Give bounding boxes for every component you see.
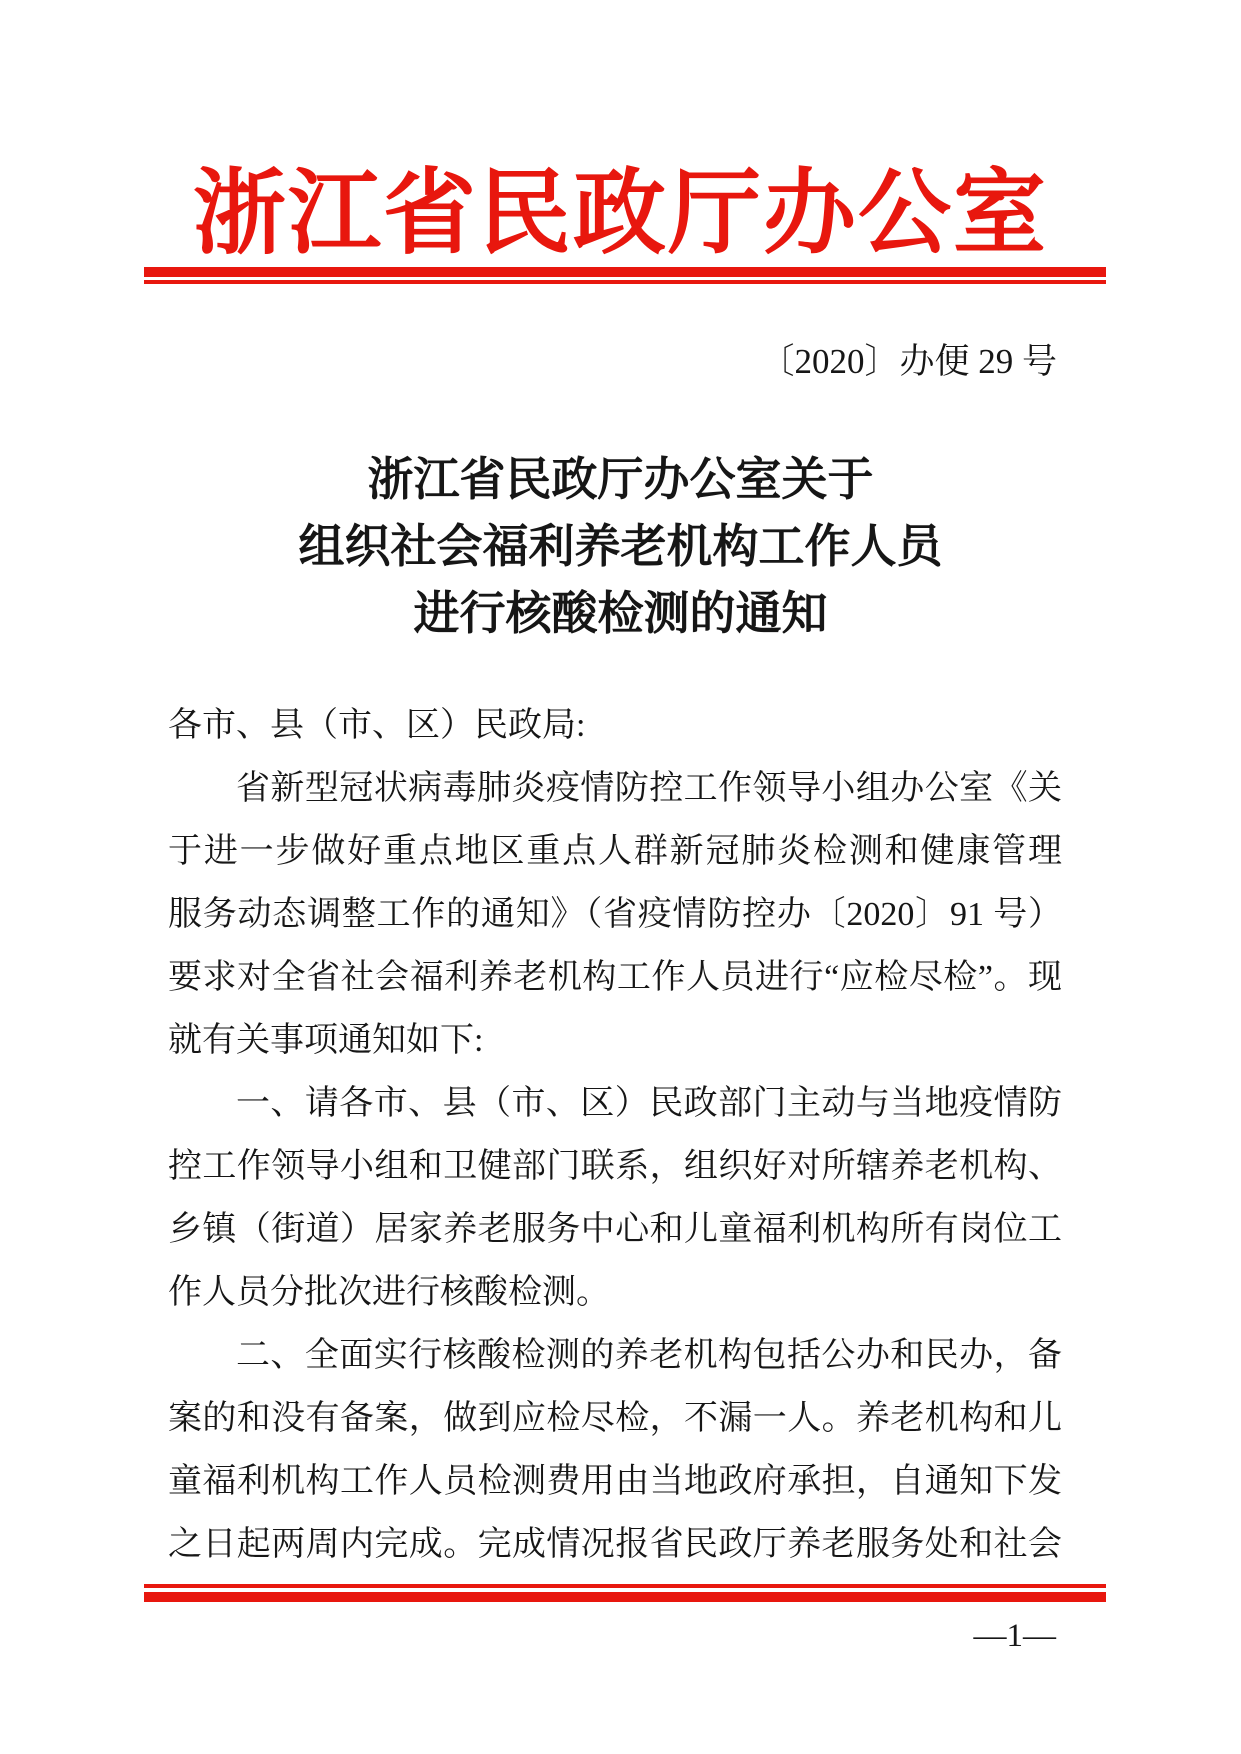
body-line: 作人员分批次进行核酸检测。 [168, 1274, 610, 1311]
divider-thin-line [144, 1584, 1106, 1588]
divider-thick-line [144, 267, 1106, 277]
body-line: 案的和没有备案，做到应检尽检，不漏一人。养老机构和儿 [168, 1400, 1062, 1437]
page-number: —1— [973, 1618, 1056, 1654]
body-line: 之日起两周内完成。完成情况报省民政厅养老服务处和社会 [168, 1526, 1062, 1563]
body-line: 童福利机构工作人员检测费用由当地政府承担，自通知下发 [168, 1463, 1062, 1500]
document-body [168, 694, 1062, 1576]
title-line: 组织社会福利养老机构工作人员 [298, 521, 943, 572]
body-line: 服务动态调整工作的通知》（省疫情防控办〔2020〕91 号） [168, 896, 1062, 933]
letterhead-title: 浙江省民政厅办公室 [193, 163, 1048, 266]
doc-number: 〔2020〕办便 29 号 [759, 342, 1057, 381]
divider-thin-line [144, 280, 1106, 284]
body-line: 就有关事项通知如下: [168, 1022, 484, 1059]
body-line: 于进一步做好重点地区重点人群新冠肺炎检测和健康管理 [168, 833, 1062, 870]
document-title [0, 446, 1241, 647]
letterhead-divider [144, 267, 1106, 284]
body-line: 控工作领导小组和卫健部门联系，组织好对所辖养老机构、 [168, 1148, 1062, 1185]
body-line: 省新型冠状病毒肺炎疫情防控工作领导小组办公室《关 [236, 770, 1062, 807]
divider-thick-line [144, 1592, 1106, 1602]
body-line: 各市、县（市、区）民政局: [168, 707, 586, 744]
footer-divider [144, 1584, 1106, 1602]
title-line: 浙江省民政厅办公室关于 [367, 454, 874, 505]
body-line: 乡镇（街道）居家养老服务中心和儿童福利机构所有岗位工 [168, 1211, 1062, 1248]
body-line: 要求对全省社会福利养老机构工作人员进行“应检尽检”。现 [168, 959, 1062, 996]
body-line: 一、请各市、县（市、区）民政部门主动与当地疫情防 [236, 1085, 1062, 1122]
title-line: 进行核酸检测的通知 [413, 588, 828, 639]
body-line: 二、全面实行核酸检测的养老机构包括公办和民办，备 [236, 1337, 1062, 1374]
